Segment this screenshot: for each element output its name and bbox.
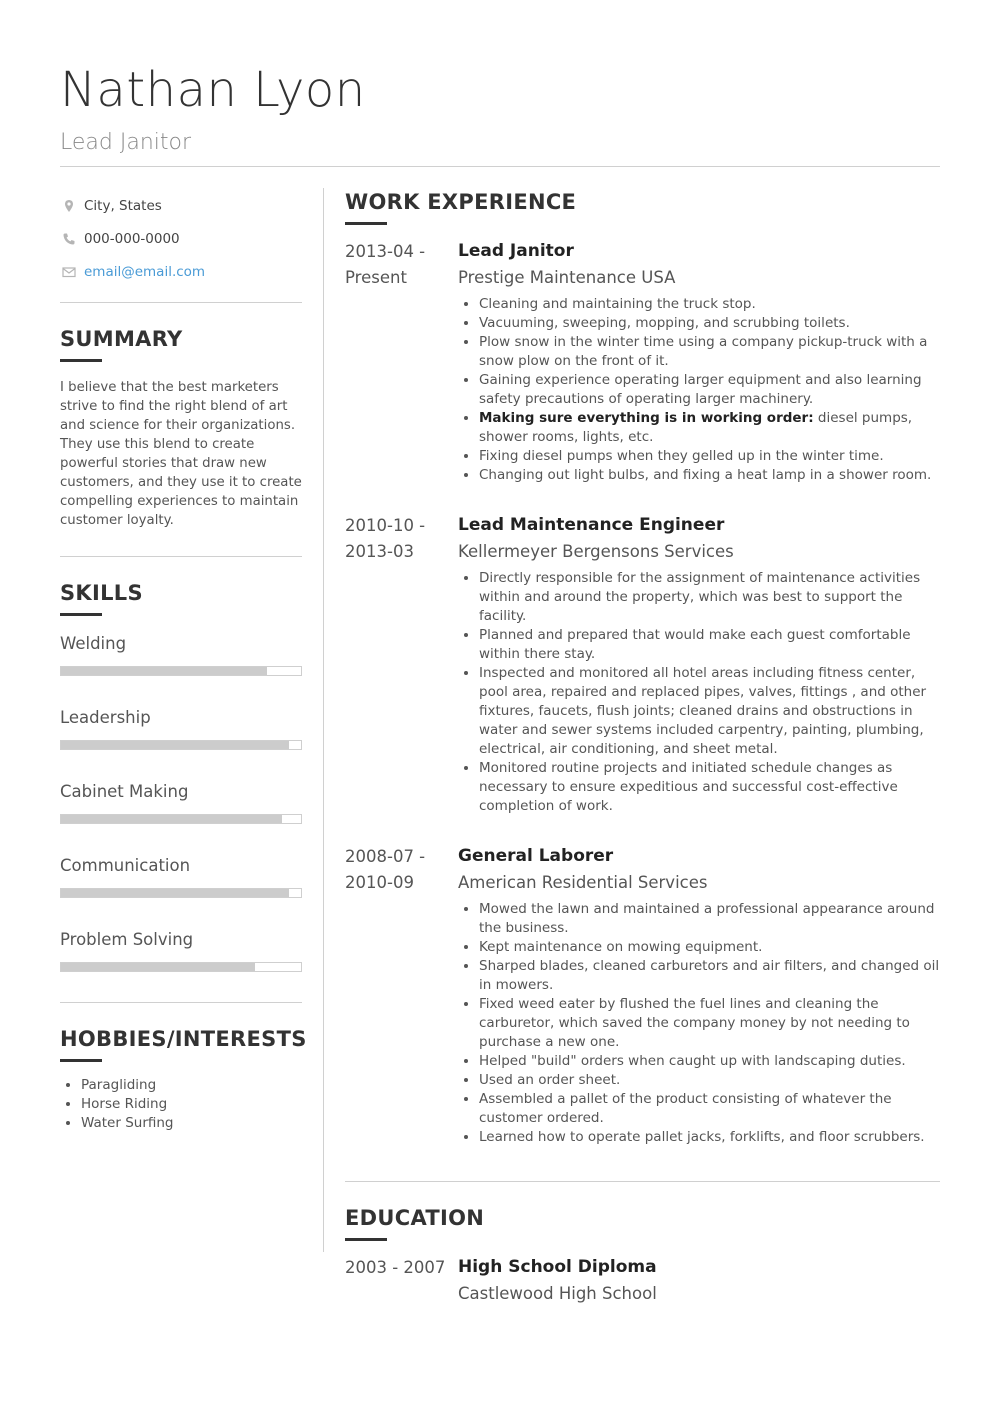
- job-entry: [345, 844, 940, 1147]
- skill-item: [60, 632, 302, 676]
- job-bullets: [458, 295, 940, 485]
- skill-name: Welding: [60, 634, 127, 653]
- skill-level-bar: [60, 666, 302, 676]
- map-pin-icon: [62, 199, 76, 213]
- sidebar-divider: [60, 556, 302, 557]
- location-text: City, States: [84, 197, 162, 214]
- main-column: [345, 188, 940, 1307]
- job-title: Lead Janitor: [458, 241, 574, 261]
- column-divider: [323, 188, 324, 1252]
- job-date: [345, 844, 450, 896]
- sidebar-divider: [60, 1002, 302, 1003]
- job-bullet: [479, 995, 940, 1052]
- bullet-text: Inspected and monitored all hotel areas including fitness center, pool area, repaired and replaced pipes, valves, fittings , and other fixtures, faucets, flush joints; cleaned drains and obstructions in water and sewer systems included carpentry, painting, plumbing, electrical, air conditioning, and sheet metal.: [479, 665, 927, 757]
- contact-phone: [60, 222, 302, 255]
- skill-name: Cabinet Making: [60, 782, 189, 801]
- heading-underline: [60, 359, 102, 362]
- skills-list: [60, 632, 302, 972]
- job-body: [458, 239, 940, 485]
- job-bullet: [479, 1052, 940, 1071]
- education-heading: EDUCATION: [345, 1206, 485, 1230]
- heading-underline: [345, 222, 387, 225]
- job-bullet: [479, 626, 940, 664]
- summary-heading: SUMMARY: [60, 327, 183, 351]
- contact-location: [60, 189, 302, 222]
- heading-underline: [345, 1238, 387, 1241]
- bullet-text: Vacuuming, sweeping, mopping, and scrubbing toilets.: [479, 315, 850, 331]
- skill-item: [60, 780, 302, 824]
- jobs-list: [345, 239, 940, 1147]
- skill-level-fill: [61, 815, 282, 823]
- job-date: [345, 239, 450, 291]
- bullet-text: Learned how to operate pallet jacks, forklifts, and floor scrubbers.: [479, 1129, 925, 1145]
- bullet-text: Used an order sheet.: [479, 1072, 621, 1088]
- phone-icon: [62, 232, 76, 246]
- education-list: [345, 1255, 940, 1307]
- job-body: [458, 513, 940, 816]
- job-date-start: 2010-10 -: [345, 516, 426, 535]
- job-bullet: [479, 447, 940, 466]
- skill-level-bar: [60, 962, 302, 972]
- bullet-text: Kept maintenance on mowing equipment.: [479, 939, 763, 955]
- job-bullet: [479, 759, 940, 816]
- job-title: Lead Maintenance Engineer: [458, 515, 725, 535]
- job-company: Prestige Maintenance USA: [458, 268, 676, 287]
- skills-section: [60, 579, 302, 972]
- bullet-text: Sharped blades, cleaned carburetors and air filters, and changed oil in mowers.: [479, 958, 940, 993]
- skill-level-fill: [61, 667, 267, 675]
- candidate-name: Nathan Lyon: [60, 62, 366, 118]
- sidebar-divider: [60, 302, 302, 303]
- job-bullet: [479, 314, 940, 333]
- job-bullet: [479, 1071, 940, 1090]
- skill-level-fill: [61, 889, 289, 897]
- job-bullets: [458, 569, 940, 816]
- job-date-start: 2008-07 -: [345, 847, 426, 866]
- job-bullet: [479, 569, 940, 626]
- job-company: American Residential Services: [458, 873, 708, 892]
- skill-name: Communication: [60, 856, 191, 875]
- bullet-text: Fixed weed eater by flushed the fuel lines and cleaning the carburetor, which saved the company money by not needing to purchase a new one.: [479, 996, 910, 1050]
- bullet-text: Changing out light bulbs, and fixing a heat lamp in a shower room.: [479, 467, 932, 483]
- work-section: [345, 188, 940, 1147]
- phone-text: 000-000-0000: [84, 230, 180, 247]
- education-body: [458, 1255, 940, 1307]
- hobby-item: • Water Surfing: [81, 1114, 302, 1133]
- education-entry: [345, 1255, 940, 1307]
- bullet-text: Fixing diesel pumps when they gelled up in the winter time.: [479, 448, 884, 464]
- bullet-text: diesel pumps, shower rooms, lights, etc.: [479, 410, 913, 445]
- education-date: 2003 - 2007: [345, 1258, 446, 1277]
- skill-item: [60, 928, 302, 972]
- job-bullet: [479, 900, 940, 938]
- job-date: [345, 513, 450, 565]
- bullet-text: Directly responsible for the assignment of maintenance activities within and around the property, which was best to support the facility.: [479, 570, 921, 624]
- education-section: [345, 1204, 940, 1307]
- main-divider: [345, 1181, 940, 1182]
- header-divider: [60, 166, 940, 167]
- heading-underline: [60, 1059, 102, 1062]
- job-body: [458, 844, 940, 1147]
- education-degree: High School Diploma: [458, 1257, 657, 1277]
- bullet-text: Monitored routine projects and initiated schedule changes as necessary to ensure expeditious and successful cost-effective completion of work.: [479, 760, 898, 814]
- job-bullet: [479, 295, 940, 314]
- bullet-text: Plow snow in the winter time using a company pickup-truck with a snow plow on the front of it.: [479, 334, 928, 369]
- skill-level-fill: [61, 741, 289, 749]
- skill-level-fill: [61, 963, 255, 971]
- job-date-start: 2013-04 -: [345, 242, 426, 261]
- skills-heading: SKILLS: [60, 581, 143, 605]
- job-title: General Laborer: [458, 846, 614, 866]
- summary-section: [60, 325, 302, 530]
- bullet-text: Cleaning and maintaining the truck stop.: [479, 296, 756, 312]
- bullet-text: Assembled a pallet of the product consisting of whatever the customer ordered.: [479, 1091, 892, 1126]
- bullet-text: Gaining experience operating larger equipment and also learning safety precautions of operating larger machinery.: [479, 372, 922, 407]
- job-bullet: [479, 1090, 940, 1128]
- job-bullet: [479, 466, 940, 485]
- hobby-item: • Horse Riding: [81, 1095, 302, 1114]
- contact-list: [60, 188, 302, 288]
- hobbies-heading: HOBBIES/INTERESTS: [60, 1027, 307, 1051]
- job-entry: [345, 513, 940, 816]
- job-bullet: [479, 1128, 940, 1147]
- skill-item: [60, 706, 302, 750]
- job-bullet: [479, 409, 940, 447]
- work-heading: WORK EXPERIENCE: [345, 190, 577, 214]
- job-date-end: 2010-09: [345, 873, 414, 892]
- hobby-item: • Paragliding: [81, 1076, 302, 1095]
- bullet-emphasis: Making sure everything is in working order:: [479, 410, 814, 426]
- hobbies-section: [60, 1025, 307, 1133]
- resume-header: [60, 58, 940, 158]
- bullet-text: Helped "build" orders when caught up with landscaping duties.: [479, 1053, 906, 1069]
- sidebar: [60, 188, 307, 1133]
- heading-underline: [60, 613, 102, 616]
- job-date-end: 2013-03: [345, 542, 414, 561]
- skill-item: [60, 854, 302, 898]
- job-entry: [345, 239, 940, 485]
- bullet-text: Planned and prepared that would make each guest comfortable within there stay.: [479, 627, 911, 662]
- envelope-icon: [62, 265, 76, 279]
- job-bullet: [479, 938, 940, 957]
- job-bullet: [479, 333, 940, 371]
- job-bullet: [479, 371, 940, 409]
- education-school: Castlewood High School: [458, 1284, 657, 1303]
- job-bullet: [479, 664, 940, 759]
- skill-name: Problem Solving: [60, 930, 194, 949]
- hobbies-list: [60, 1076, 302, 1133]
- candidate-title: Lead Janitor: [60, 130, 192, 155]
- summary-text: I believe that the best marketers strive to find the right blend of art and science for their organizations. They use this blend to create powerful stories that draw new customers, and they use it to create compelling experiences to maintain customer loyalty.: [60, 380, 302, 528]
- job-company: Kellermeyer Bergensons Services: [458, 542, 734, 561]
- email-link[interactable]: email@email.com: [84, 263, 206, 280]
- skill-name: Leadership: [60, 708, 151, 727]
- bullet-text: Mowed the lawn and maintained a professional appearance around the business.: [479, 901, 935, 936]
- skill-level-bar: [60, 740, 302, 750]
- job-date-end: Present: [345, 268, 407, 287]
- job-bullet: [479, 957, 940, 995]
- skill-level-bar: [60, 814, 302, 824]
- contact-email[interactable]: [60, 255, 302, 288]
- skill-level-bar: [60, 888, 302, 898]
- job-bullets: [458, 900, 940, 1147]
